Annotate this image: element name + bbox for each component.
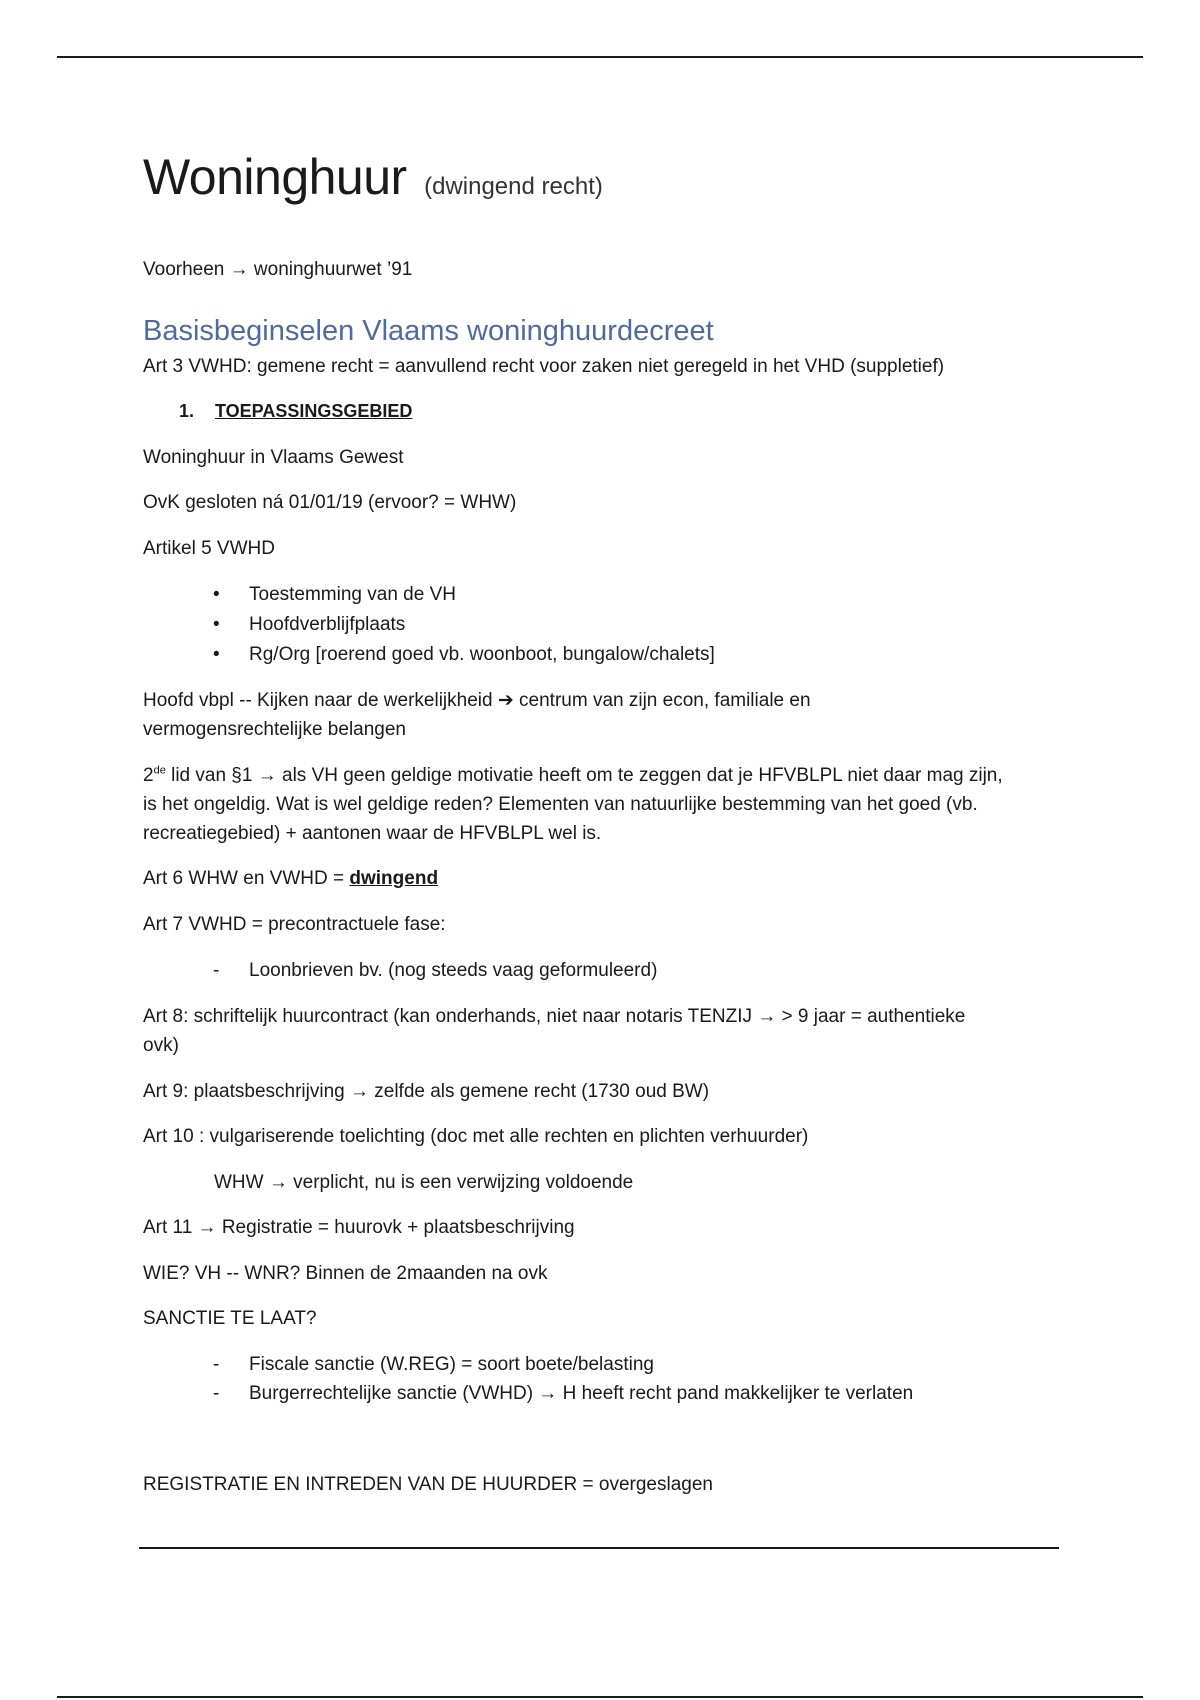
list-item-text: Rg/Org [roerend goed vb. woonboot, bungalow/chalets] — [249, 644, 715, 665]
lid-line-1 — [143, 765, 1003, 787]
list-item — [213, 1383, 913, 1405]
lid-line-2: is het ongeldig. Wat is wel geldige reden? Elementen van natuurlijke bestemming van het goed (vb. — [143, 794, 978, 815]
ovk-line: OvK gesloten ná 01/01/19 (ervoor? = WHW) — [143, 492, 517, 513]
dash-marker: - — [213, 1383, 220, 1404]
bottom-rule — [57, 1696, 1143, 1698]
list-item — [213, 1354, 654, 1376]
art11-line: Art 11 → Registratie = huurovk + plaatsbeschrijving — [143, 1217, 575, 1238]
art9-line: Art 9: plaatsbeschrijving → zelfde als gemene recht (1730 oud BW) — [143, 1081, 710, 1102]
page-title — [143, 147, 603, 217]
art6-line — [143, 868, 438, 890]
art8-line-2: ovk) — [143, 1035, 179, 1056]
list-item-text: Burgerrechtelijke sanctie (VWHD) → H heeft recht pand makkelijker te verlaten — [249, 1383, 914, 1404]
dash-marker: - — [213, 960, 220, 981]
hoofd-line-2: vermogensrechtelijke belangen — [143, 719, 406, 740]
lid-line-3: recreatiegebied) + aantonen waar de HFVBLPL wel is. — [143, 823, 602, 844]
art3-line: Art 3 VWHD: gemene recht = aanvullend recht voor zaken niet geregeld in het VHD (suppletief) — [143, 356, 945, 377]
bullet-marker: • — [213, 584, 220, 605]
numbered-heading — [179, 401, 412, 422]
art5-line: Artikel 5 VWHD — [143, 538, 275, 559]
list-item-text: Hoofdverblijfplaats — [249, 614, 406, 635]
registratie-line: REGISTRATIE EN INTREDEN VAN DE HUURDER = overgeslagen — [143, 1474, 713, 1495]
list-item-text: Fiscale sanctie (W.REG) = soort boete/belasting — [249, 1354, 654, 1375]
list-item-text: Loonbrieven bv. (nog steeds vaag geformuleerd) — [249, 960, 658, 981]
section-heading: Basisbeginselen Vlaams woninghuurdecreet — [143, 315, 714, 347]
art7-line: Art 7 VWHD = precontractuele fase: — [143, 914, 446, 935]
whw-line: WHW → verplicht, nu is een verwijzing voldoende — [214, 1172, 634, 1193]
art10-line: Art 10 : vulgariserende toelichting (doc met alle rechten en plichten verhuurder) — [143, 1126, 809, 1147]
intro-line: Voorheen → woninghuurwet ’91 — [143, 259, 413, 280]
list-item-text: Toestemming van de VH — [249, 584, 456, 605]
hoofd-line-1: Hoofd vbpl -- Kijken naar de werkelijkheid ➔ centrum van zijn econ, familiale en — [143, 690, 811, 711]
dash-marker: - — [213, 1354, 220, 1375]
numbered-heading-label: TOEPASSINGSGEBIED — [215, 401, 413, 421]
top-rule — [57, 56, 1143, 58]
numbered-heading-number: 1. — [179, 401, 195, 421]
art6-text: Art 6 WHW en VWHD = — [143, 868, 350, 889]
title-sub: (dwingend recht) — [424, 173, 603, 200]
bullet-marker: • — [213, 644, 220, 665]
list-item — [213, 614, 405, 636]
lid-superscript: de — [153, 764, 166, 777]
title-main: Woninghuur — [143, 149, 407, 205]
lid-number: 2 — [143, 765, 154, 786]
list-item — [213, 960, 657, 982]
list-item — [213, 584, 456, 606]
list-item — [213, 644, 715, 666]
woninghuur-line: Woninghuur in Vlaams Gewest — [143, 447, 404, 468]
wie-line: WIE? VH -- WNR? Binnen de 2maanden na ovk — [143, 1263, 548, 1284]
art8-line-1: Art 8: schriftelijk huurcontract (kan onderhands, niet naar notaris TENZIJ → > 9 jaar = authentieke — [143, 1006, 966, 1027]
bullet-marker: • — [213, 614, 220, 635]
end-rule — [139, 1547, 1059, 1549]
sanctie-line: SANCTIE TE LAAT? — [143, 1308, 317, 1329]
art6-emphasis: dwingend — [349, 868, 439, 889]
lid-text: lid van §1 → als VH geen geldige motivatie heeft om te zeggen dat je HFVBLPL niet daar mag zijn, — [165, 765, 1003, 786]
